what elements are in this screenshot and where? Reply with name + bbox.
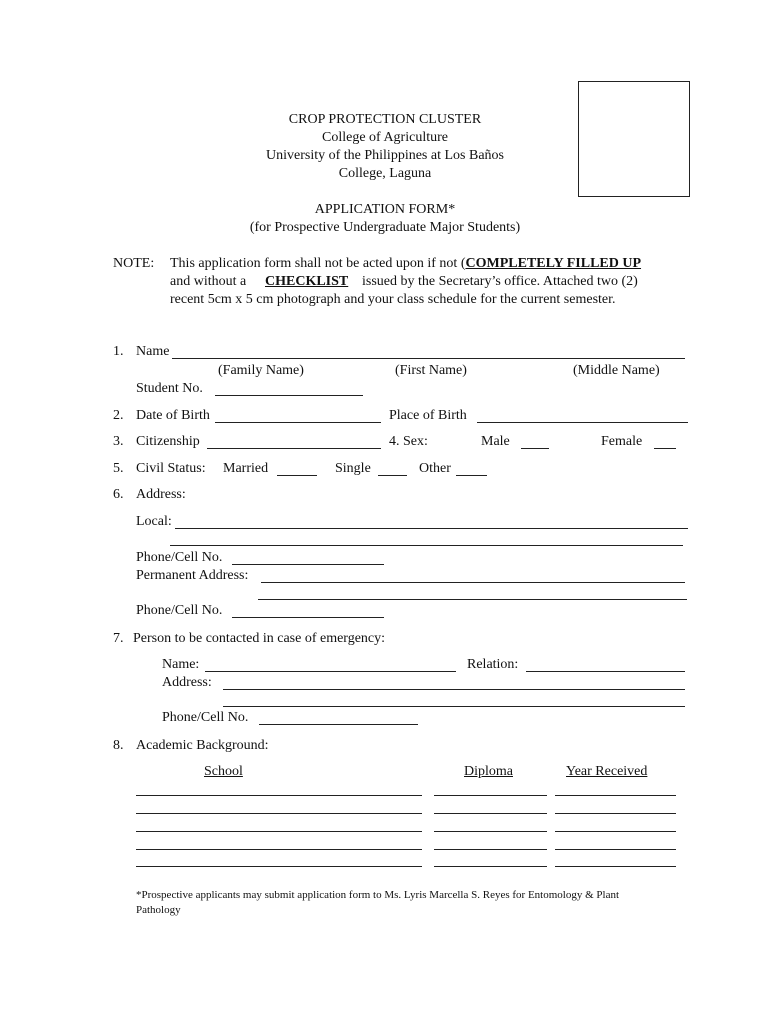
note-checklist: CHECKLIST bbox=[265, 274, 349, 289]
item-number-6: 6. bbox=[113, 487, 124, 502]
diploma-column-header: Diploma bbox=[464, 764, 513, 779]
emergency-phone-field[interactable] bbox=[259, 724, 418, 725]
school-field[interactable] bbox=[136, 795, 422, 796]
female-label: Female bbox=[601, 434, 643, 449]
note-line2a: and without a bbox=[170, 274, 247, 289]
citizenship-field[interactable] bbox=[207, 448, 381, 449]
student-no-label: Student No. bbox=[136, 381, 203, 396]
permanent-address-field[interactable] bbox=[261, 582, 685, 583]
form-subtitle: (for Prospective Undergraduate Major Students) bbox=[249, 220, 521, 235]
footnote-line1: *Prospective applicants may submit application form to Ms. Lyris Marcella S. Reyes for Entomology & Plant bbox=[136, 889, 620, 901]
dob-label: Date of Birth bbox=[136, 408, 210, 423]
male-label: Male bbox=[481, 434, 510, 449]
year-field[interactable] bbox=[555, 866, 676, 867]
school-field[interactable] bbox=[136, 831, 422, 832]
academic-label: Academic Background: bbox=[136, 738, 269, 753]
civil-status-label: Civil Status: bbox=[136, 461, 206, 476]
note-line2b: issued by the Secretary’s office. Attached two (2) bbox=[362, 274, 638, 289]
school-field[interactable] bbox=[136, 813, 422, 814]
footnote-line2: Pathology bbox=[136, 904, 181, 916]
note-label: NOTE: bbox=[113, 256, 155, 271]
diploma-field[interactable] bbox=[434, 813, 547, 814]
university-name: University of the Philippines at Los Baños bbox=[266, 148, 504, 163]
school-field[interactable] bbox=[136, 849, 422, 850]
name-label: Name bbox=[136, 344, 170, 359]
pob-label: Place of Birth bbox=[389, 408, 467, 423]
form-title: APPLICATION FORM* bbox=[314, 202, 456, 217]
diploma-field[interactable] bbox=[434, 849, 547, 850]
permanent-address-label: Permanent Address: bbox=[136, 568, 249, 583]
item-number-2: 2. bbox=[113, 408, 124, 423]
middle-name-caption: (Middle Name) bbox=[573, 363, 660, 378]
permanent-address-field-2[interactable] bbox=[258, 599, 687, 600]
diploma-field[interactable] bbox=[434, 831, 547, 832]
diploma-field[interactable] bbox=[434, 866, 547, 867]
year-field[interactable] bbox=[555, 849, 676, 850]
emergency-name-label: Name: bbox=[162, 657, 200, 672]
relation-field[interactable] bbox=[526, 671, 685, 672]
emergency-address-field-2[interactable] bbox=[223, 706, 685, 707]
emergency-label: Person to be contacted in case of emergency: bbox=[133, 631, 386, 646]
name-field[interactable] bbox=[172, 358, 685, 359]
citizenship-label: Citizenship bbox=[136, 434, 200, 449]
relation-label: Relation: bbox=[467, 657, 519, 672]
year-field[interactable] bbox=[555, 831, 676, 832]
married-label: Married bbox=[223, 461, 269, 476]
permanent-phone-label: Phone/Cell No. bbox=[136, 603, 223, 618]
permanent-phone-field[interactable] bbox=[232, 617, 384, 618]
year-received-column-header: Year Received bbox=[566, 764, 648, 779]
item-number-5: 5. bbox=[113, 461, 124, 476]
pob-field[interactable] bbox=[477, 422, 688, 423]
diploma-field[interactable] bbox=[434, 795, 547, 796]
other-field[interactable] bbox=[456, 475, 487, 476]
item-number-3: 3. bbox=[113, 434, 124, 449]
student-no-field[interactable] bbox=[215, 395, 363, 396]
school-column-header: School bbox=[204, 764, 243, 779]
dob-field[interactable] bbox=[215, 422, 381, 423]
single-label: Single bbox=[335, 461, 371, 476]
cluster-name: CROP PROTECTION CLUSTER bbox=[288, 112, 482, 127]
local-address-label: Local: bbox=[136, 514, 172, 529]
note-line3: recent 5cm x 5 cm photograph and your class schedule for the current semester. bbox=[170, 292, 616, 307]
school-field[interactable] bbox=[136, 866, 422, 867]
female-field[interactable] bbox=[654, 448, 676, 449]
address-label: Address: bbox=[136, 487, 186, 502]
emergency-address-field[interactable] bbox=[223, 689, 685, 690]
local-phone-field[interactable] bbox=[232, 564, 384, 565]
local-address-field[interactable] bbox=[175, 528, 688, 529]
location: College, Laguna bbox=[338, 166, 432, 181]
item-number-7: 7. bbox=[113, 631, 124, 646]
first-name-caption: (First Name) bbox=[395, 363, 467, 378]
family-name-caption: (Family Name) bbox=[218, 363, 304, 378]
other-label: Other bbox=[419, 461, 451, 476]
married-field[interactable] bbox=[277, 475, 317, 476]
item-number-1: 1. bbox=[113, 344, 124, 359]
item-number-8: 8. bbox=[113, 738, 124, 753]
sex-label: 4. Sex: bbox=[389, 434, 428, 449]
single-field[interactable] bbox=[378, 475, 407, 476]
local-address-field-2[interactable] bbox=[170, 545, 683, 546]
emergency-name-field[interactable] bbox=[205, 671, 456, 672]
note-line1: This application form shall not be acted upon if not (COMPLETELY FILLED UP bbox=[170, 256, 642, 271]
college-name: College of Agriculture bbox=[322, 130, 448, 145]
year-field[interactable] bbox=[555, 795, 676, 796]
local-phone-label: Phone/Cell No. bbox=[136, 550, 223, 565]
year-field[interactable] bbox=[555, 813, 676, 814]
male-field[interactable] bbox=[521, 448, 549, 449]
emergency-address-label: Address: bbox=[162, 675, 212, 690]
emergency-phone-label: Phone/Cell No. bbox=[162, 710, 249, 725]
